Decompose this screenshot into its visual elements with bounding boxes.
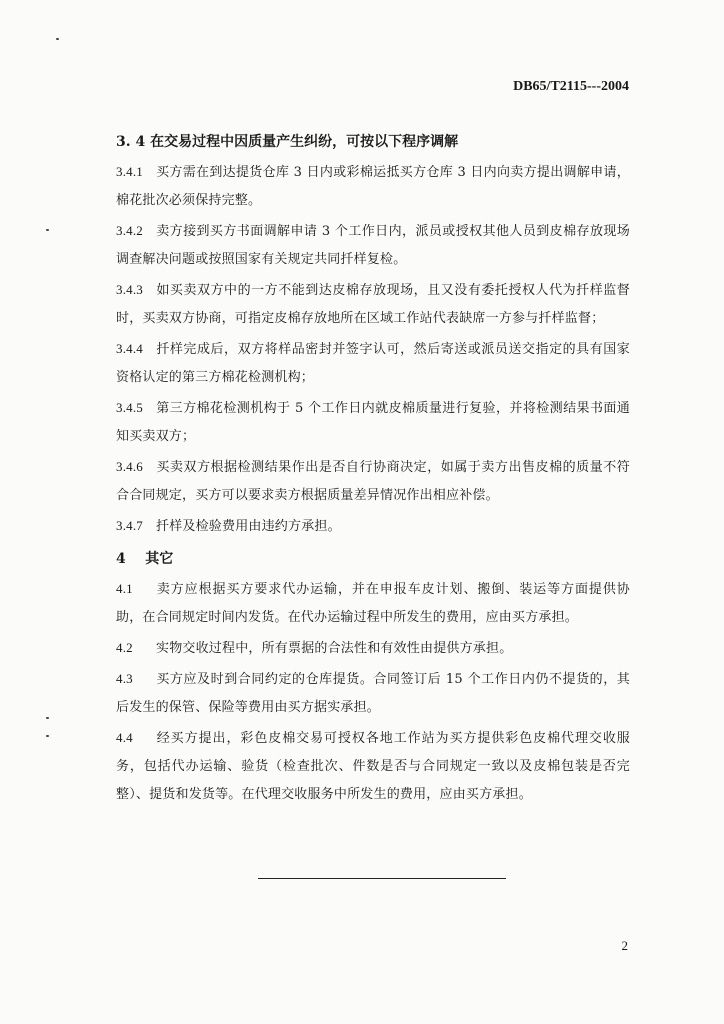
scan-speck <box>46 717 49 719</box>
section-3-4-heading: 3. 4 在交易过程中因质量产生纠纷，可按以下程序调解 <box>116 134 459 150</box>
clause-number: 3.4.3 <box>116 282 143 297</box>
section-4-heading: 4 其它 <box>116 551 174 567</box>
clause-number: 4.4 <box>116 730 133 745</box>
clause-text: 卖方应根据买方要求代办运输，并在申报车皮计划、搬倒、装运等方面提供协助，在合同规定时间内发货。在代办运输过程中所发生的费用，应由买方承担。 <box>116 582 630 625</box>
clause-4-3 <box>116 665 630 722</box>
clause-3-4-7 <box>116 512 630 541</box>
clause-number: 4.1 <box>116 581 133 596</box>
clause-text: 扦样及检验费用由违约方承担。 <box>156 519 341 534</box>
clause-text: 卖方接到买方书面调解申请 3 个工作日内，派员或授权其他人员到皮棉存放现场调查解决问题或按照国家有关规定共同扦样复检。 <box>116 224 630 267</box>
clause-number: 3.4.4 <box>116 341 143 356</box>
clause-3-4-1 <box>116 158 630 215</box>
scan-speck <box>56 38 59 40</box>
clause-4-4 <box>116 724 630 809</box>
clause-text: 买方应及时到合同约定的仓库提货。合同签订后 15 个工作日内仍不提货的，其后发生的保管、保险等费用由买方据实承担。 <box>116 672 630 715</box>
clause-number: 3.4.2 <box>116 223 143 238</box>
end-of-text-rule <box>258 878 506 879</box>
clause-3-4-3 <box>116 276 630 333</box>
clause-number: 3.4.6 <box>116 459 143 474</box>
clause-3-4-6 <box>116 453 630 510</box>
clause-text: 实物交收过程中，所有票据的合法性和有效性由提供方承担。 <box>156 641 513 656</box>
clause-text: 买卖双方根据检测结果作出是否自行协商决定，如属于卖方出售皮棉的质量不符合合同规定，买方可以要求卖方根据质量差异情况作出相应补偿。 <box>116 460 630 503</box>
clause-3-4-5 <box>116 394 630 451</box>
scan-speck <box>46 229 49 231</box>
clause-number: 3.4.1 <box>116 164 143 179</box>
clause-text: 买方需在到达提货仓库 3 日内或彩棉运抵买方仓库 3 日内向卖方提出调解申请，棉花批次必须保持完整。 <box>116 165 630 208</box>
document-body <box>116 130 630 811</box>
clause-text: 如买卖双方中的一方不能到达皮棉存放现场，且又没有委托授权人代为扦样监督时，买卖双方协商，可指定皮棉存放地所在区域工作站代表缺席一方参与扦样监督； <box>116 283 630 326</box>
clause-3-4-4 <box>116 335 630 392</box>
clause-number: 4.2 <box>116 640 133 655</box>
clause-3-4-2 <box>116 217 630 274</box>
clause-4-1 <box>116 575 630 632</box>
clause-text: 扦样完成后，双方将样品密封并签字认可，然后寄送或派员送交指定的具有国家资格认定的第三方棉花检测机构； <box>116 342 630 385</box>
scan-speck <box>46 735 49 737</box>
clause-number: 4.3 <box>116 671 133 686</box>
clause-4-2 <box>116 634 630 663</box>
page-number: 2 <box>621 938 628 953</box>
clause-text: 第三方棉花检测机构于 5 个工作日内就皮棉质量进行复验，并将检测结果书面通知买卖双方； <box>116 401 630 444</box>
clause-number: 3.4.7 <box>116 518 143 533</box>
document-code: DB65/T2115---2004 <box>513 79 629 94</box>
clause-text: 经买方提出，彩色皮棉交易可授权各地工作站为买方提供彩色皮棉代理交收服务，包括代办运输、验货（检查批次、件数是否与合同规定一致以及皮棉包装是否完整）、提货和发货等。在代理交收服务中所发生的费用，应由买方承担。 <box>116 731 630 802</box>
clause-number: 3.4.5 <box>116 400 143 415</box>
